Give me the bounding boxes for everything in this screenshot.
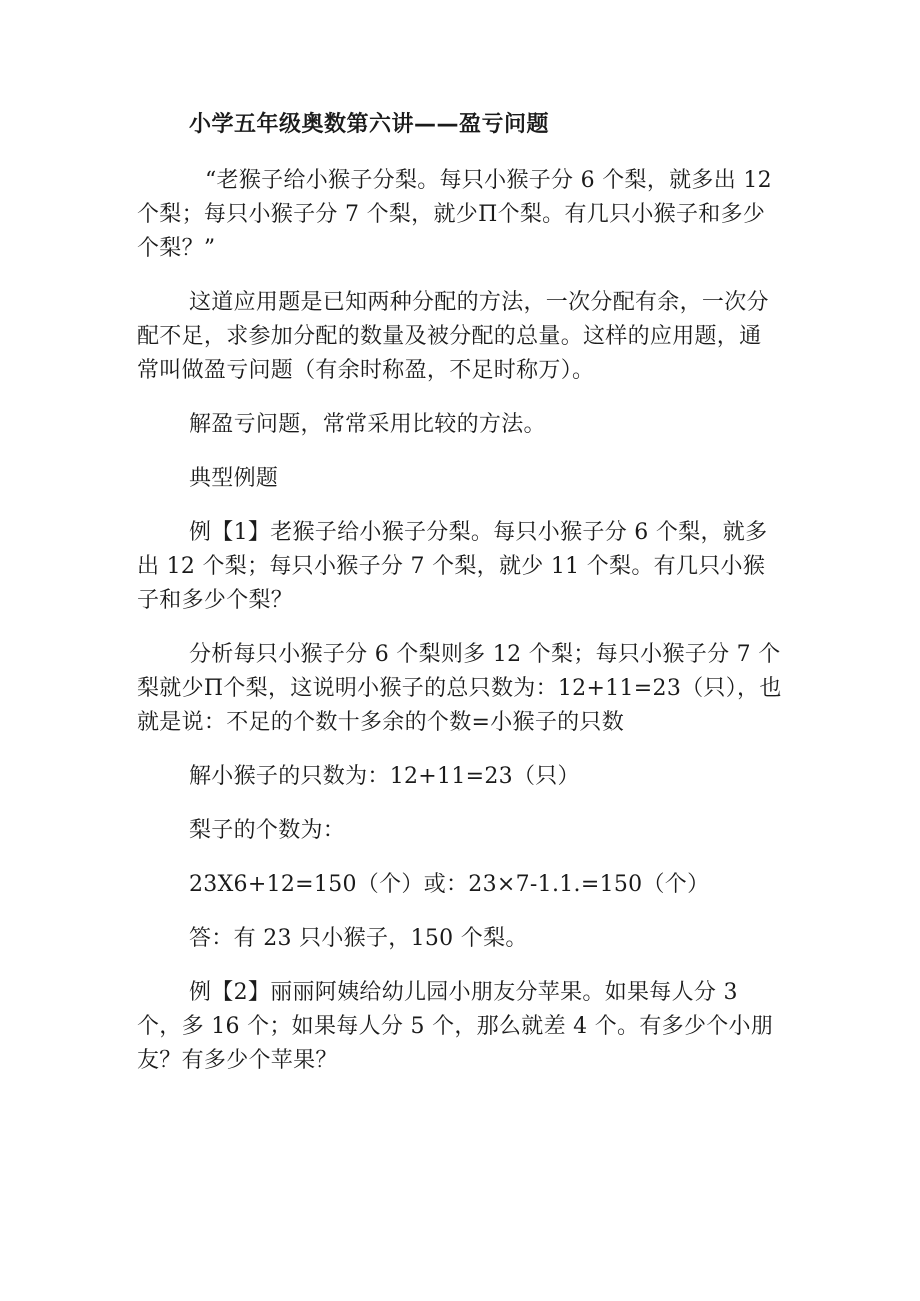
method-paragraph: 解盈亏问题，常常采用比较的方法。 — [189, 412, 546, 437]
example-2-question: 例【2】丽丽阿姨给幼儿园小朋友分苹果。如果每人分 3 个，多 16 个；如果每人分 5 个，那么就差 4 个。有多少个小朋友？有多少个苹果？ — [137, 980, 774, 1073]
example-1-analysis: 分析每只小猴子分 6 个梨则多 12 个梨；每只小猴子分 7 个梨就少Π个梨，这说明小猴子的总只数为：12+11=23（只），也就是说：不足的个数十多余的个数=小猴子的只数 — [137, 642, 782, 735]
example-1-answer: 答：有 23 只小猴子，150 个梨。 — [189, 926, 528, 951]
page-title: 小学五年级奥数第六讲——盈亏问题 — [189, 112, 550, 137]
example-1-question: 例【1】老猴子给小猴子分梨。每只小猴子分 6 个梨，就多出 12 个梨；每只小猴子分 7 个梨，就少 11 个梨。有几只小猴子和多少个梨？ — [137, 520, 768, 613]
example-1-solution-step-2: 梨子的个数为： — [189, 818, 346, 843]
intro-quote-paragraph: “老猴子给小猴子分梨。每只小猴子分 6 个梨，就多出 12 个梨；每只小猴子分 7 个梨，就少Π个梨。有几只小猴子和多少个梨？” — [137, 168, 772, 261]
document-body — [137, 108, 782, 1098]
example-1-solution-step-1: 解小猴子的只数为：12+11=23（只） — [189, 764, 580, 789]
section-heading-examples: 典型例题 — [189, 466, 279, 491]
definition-paragraph: 这道应用题是已知两种分配的方法，一次分配有余，一次分配不足，求参加分配的数量及被分配的总量。这样的应用题，通常叫做盈亏问题（有余时称盈，不足时称万）。 — [137, 290, 769, 383]
example-1-solution-formula: 23X6+12=150（个）或：23×7-1.1.=150（个） — [189, 872, 710, 897]
